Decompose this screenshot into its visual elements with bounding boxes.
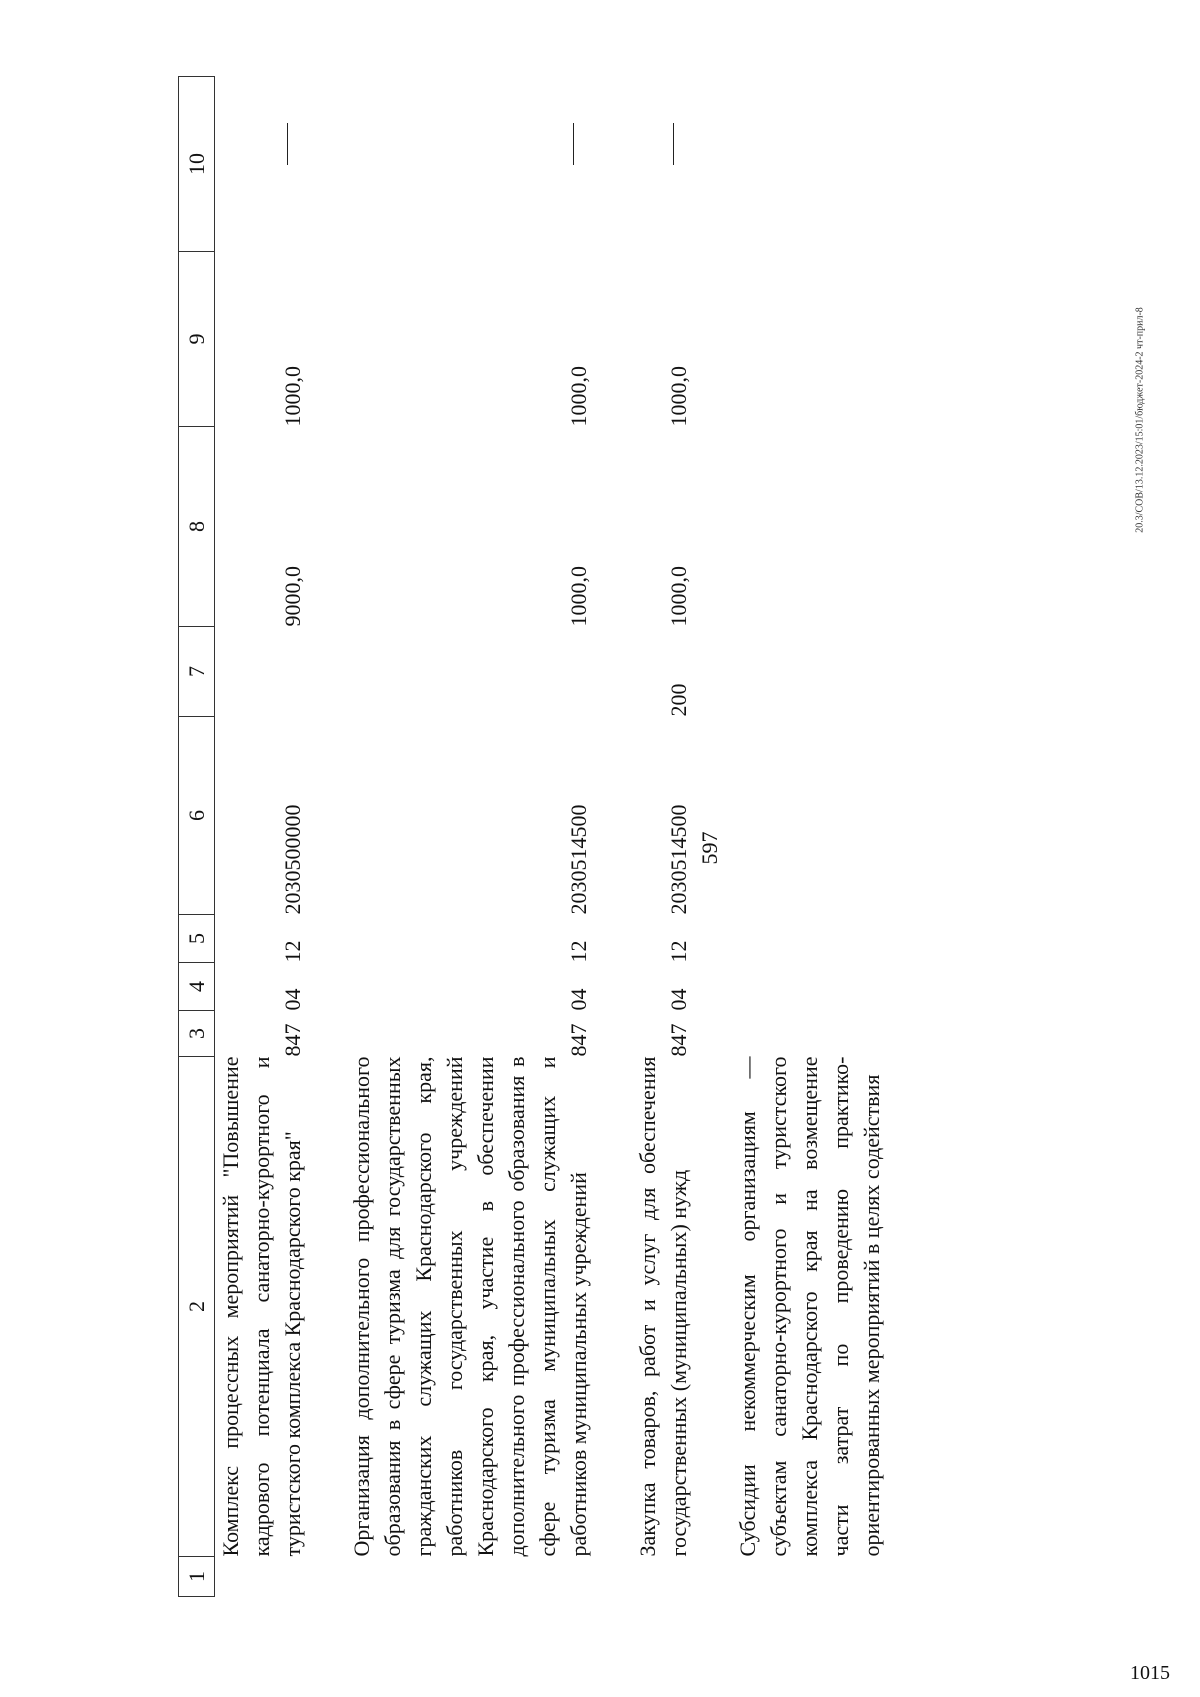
row-description: Закупка товаров, работ и услуг для обеспечения государственных (муниципальных) нужд — [635, 1056, 691, 1557]
header-cell: 1 — [179, 1557, 215, 1597]
header-cell: 7 — [179, 627, 215, 717]
header-cell: 2 — [179, 1057, 215, 1557]
row-description: Субсидии некоммерческим организациям — субъектам санаторно-курортного и туристского комплекса Краснодарского края на возмещение части затрат по проведению практико-ориентированных мероприятий в целях содействия — [735, 1056, 884, 1557]
cell-subsection: 12 — [566, 940, 591, 963]
header-cell: 8 — [179, 427, 215, 627]
cell-col10 — [632, 77, 694, 252]
cell-section: 04 — [666, 988, 691, 1011]
cell-amount-col9: 1000,0 — [566, 366, 591, 427]
cell-target-article: 2030514500 — [666, 804, 691, 915]
cell-amount-col9: 1000,0 — [666, 366, 691, 427]
header-cell: 4 — [179, 963, 215, 1011]
cell-amount-col8: 1000,0 — [666, 566, 691, 627]
cell-expense-type — [215, 627, 309, 717]
cell-amount-col8: 9000,0 — [280, 566, 305, 627]
cell-expense-type — [346, 627, 594, 717]
header-cell: 3 — [179, 1011, 215, 1057]
table-row — [215, 77, 309, 1597]
cell-section: 04 — [566, 988, 591, 1011]
table-row — [732, 77, 887, 1597]
cell-col10 — [346, 77, 594, 252]
header-cell: 9 — [179, 252, 215, 427]
cell-col10 — [215, 77, 309, 252]
header-cell: 10 — [179, 77, 215, 252]
dash-mark — [673, 123, 674, 165]
header-row — [179, 77, 215, 1597]
row-spacer — [694, 77, 732, 1597]
cell-ministry-code: 847 — [566, 1023, 591, 1057]
row-description: Комплекс процессных мероприятий "Повышение кадрового потенциала санаторно-курортного и туристского комплекса Краснодарского края" — [218, 1056, 305, 1557]
cell-target-article: 2030500000 — [280, 804, 305, 915]
rotated-table-container — [178, 77, 1128, 1597]
header-cell: 5 — [179, 915, 215, 963]
budget-table — [178, 76, 887, 1597]
cell-ministry-code: 847 — [280, 1023, 305, 1057]
row-spacer — [308, 77, 346, 1597]
table-row — [346, 77, 594, 1597]
cell-subsection: 12 — [666, 940, 691, 963]
dash-mark — [287, 123, 288, 165]
row-spacer — [594, 77, 632, 1597]
footer-code: 20.3/СОВ/13.12.2023/15:01/бюджет-2024-2 чт-прил-8 — [1134, 307, 1146, 533]
cell-target-article: 2030514500 — [566, 804, 591, 915]
page-number: 597 — [697, 831, 722, 865]
table-row — [632, 77, 694, 1597]
cell-subsection: 12 — [280, 940, 305, 963]
cell-amount-col9: 1000,0 — [280, 366, 305, 427]
header-cell: 6 — [179, 717, 215, 915]
cell-expense-type: 200 — [666, 683, 691, 717]
folio-number: 1015 — [1130, 1662, 1170, 1684]
cell-amount-col8: 1000,0 — [566, 566, 591, 627]
row-description: Организация дополнительного профессионального образования в сфере туризма для государственных гражданских служащих Краснодарского края, работников государственных учреждений Краснодарского края, участие в обеспечении дополнительного профессионального образования в сфере туризма муниципальных служащих и работников муниципальных учреждений — [349, 1056, 591, 1557]
cell-section: 04 — [280, 988, 305, 1011]
dash-mark — [573, 123, 574, 165]
cell-ministry-code: 847 — [666, 1023, 691, 1057]
